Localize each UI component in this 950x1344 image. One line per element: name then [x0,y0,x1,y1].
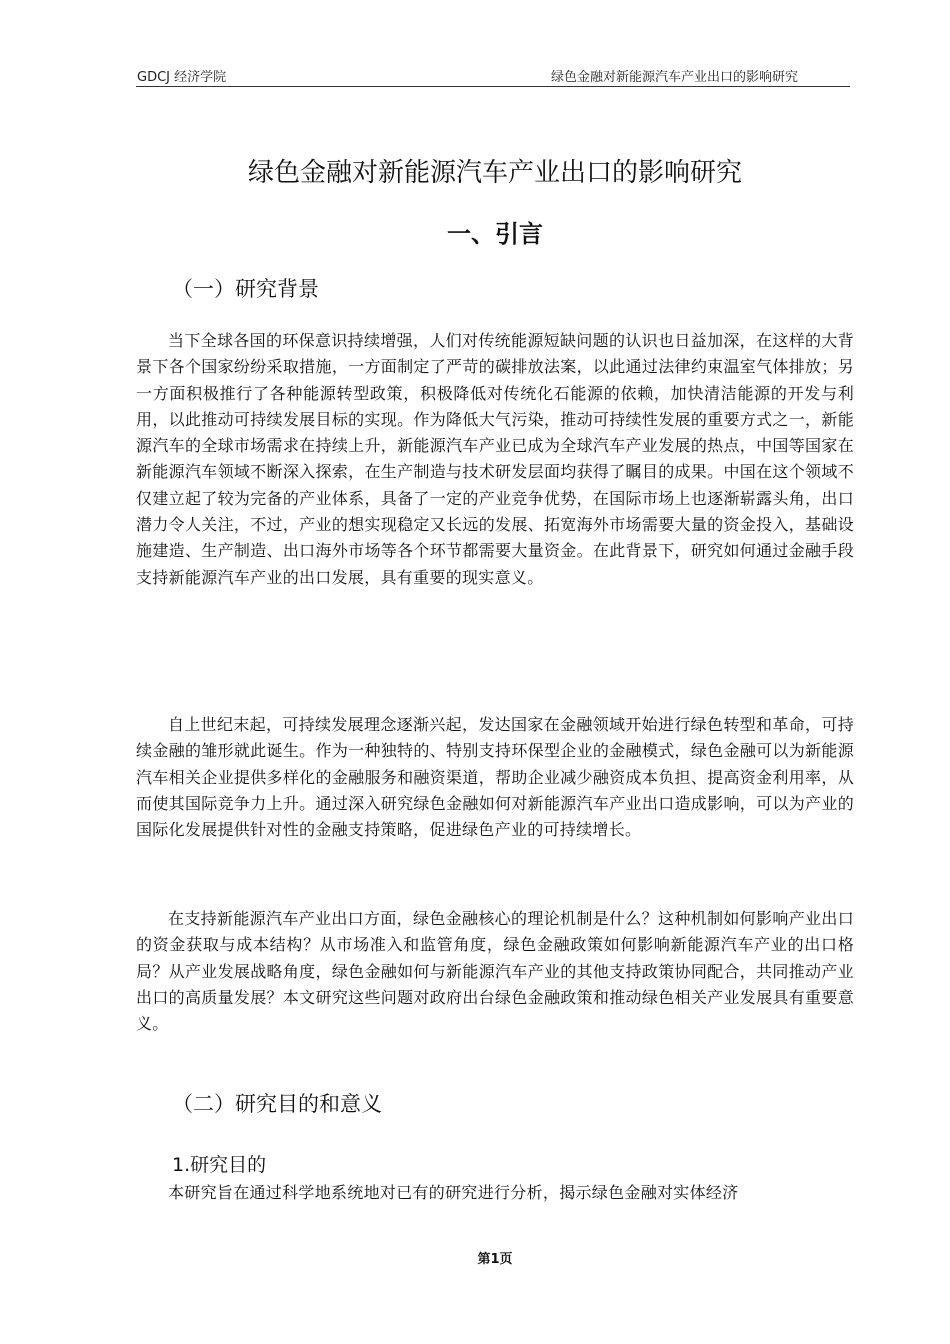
subsection-heading-goal: 1.研究目的 [172,1154,267,1176]
page-number: 第1页 [477,1252,513,1267]
header-divider [136,86,850,87]
document-title: 绿色金融对新能源汽车产业出口的影响研究 [247,158,742,188]
section-heading-purpose: （二）研究目的和意义 [172,1092,382,1116]
chapter-heading: 一、引言 [447,220,543,248]
paragraph-goal: 本研究旨在通过科学地系统地对已有的研究进行分析，揭示绿色金融对实体经济 [168,1183,739,1202]
paragraph-background-2: 自上世纪末起，可持续发展理念逐渐兴起，发达国家在金融领域开始进行绿色转型和革命，可持续金融的雏形就此诞生。作为一种独特的、特别支持环保型企业的金融模式，绿色金融可以为新能源汽车相关企业提供多样化的金融服务和融资渠道，帮助企业减少融资成本负担、提高资金利用率，从而使其国际竞争力上升。通过深入研究绿色金融如何对新能源汽车产业出口造成影响，可以为产业的国际化发展提供针对性的金融支持策略，促进绿色产业的可持续增长。 [136,715,854,840]
paragraph-background-3: 在支持新能源汽车产业出口方面，绿色金融核心的理论机制是什么？这种机制如何影响产业出口的资金获取与成本结构？从市场准入和监管角度，绿色金融政策如何影响新能源汽车产业的出口格局？从产业发展战略角度，绿色金融如何与新能源汽车产业的其他支持政策协同配合，共同推动产业出口的高质量发展？本文研究这些问题对政府出台绿色金融政策和推动绿色相关产业发展具有重要意义。 [136,909,854,1034]
header-left-text: GDCJ 经济学院 [137,70,227,85]
section-heading-background: （一）研究背景 [172,277,319,301]
header-right-text: 绿色金融对新能源汽车产业出口的影响研究 [550,70,798,85]
paragraph-background-1: 当下全球各国的环保意识持续增强，人们对传统能源短缺问题的认识也日益加深，在这样的大背景下各个国家纷纷采取措施，一方面制定了严苛的碳排放法案，以此通过法律约束温室气体排放；另一方面积极推行了各种能源转型政策，积极降低对传统化石能源的依赖，加快清洁能源的开发与利用，以此推动可持续发展目标的实现。作为降低大气污染，推动可持续性发展的重要方式之一，新能源汽车的全球市场需求在持续上升，新能源汽车产业已成为全球汽车产业发展的热点，中国等国家在新能源汽车领域不断深入探索，在生产制造与技术研发层面均获得了瞩目的成果。中国在这个领域不仅建立起了较为完备的产业体系，具备了一定的产业竞争优势，在国际市场上也逐渐崭露头角，出口潜力令人关注，不过，产业的想实现稳定又长远的发展、拓宽海外市场需要大量的资金投入，基础设施建造、生产制造、出口海外市场等各个环节都需要大量资金。在此背景下，研究如何通过金融手段支持新能源汽车产业的出口发展，具有重要的现实意义。 [136,331,854,587]
